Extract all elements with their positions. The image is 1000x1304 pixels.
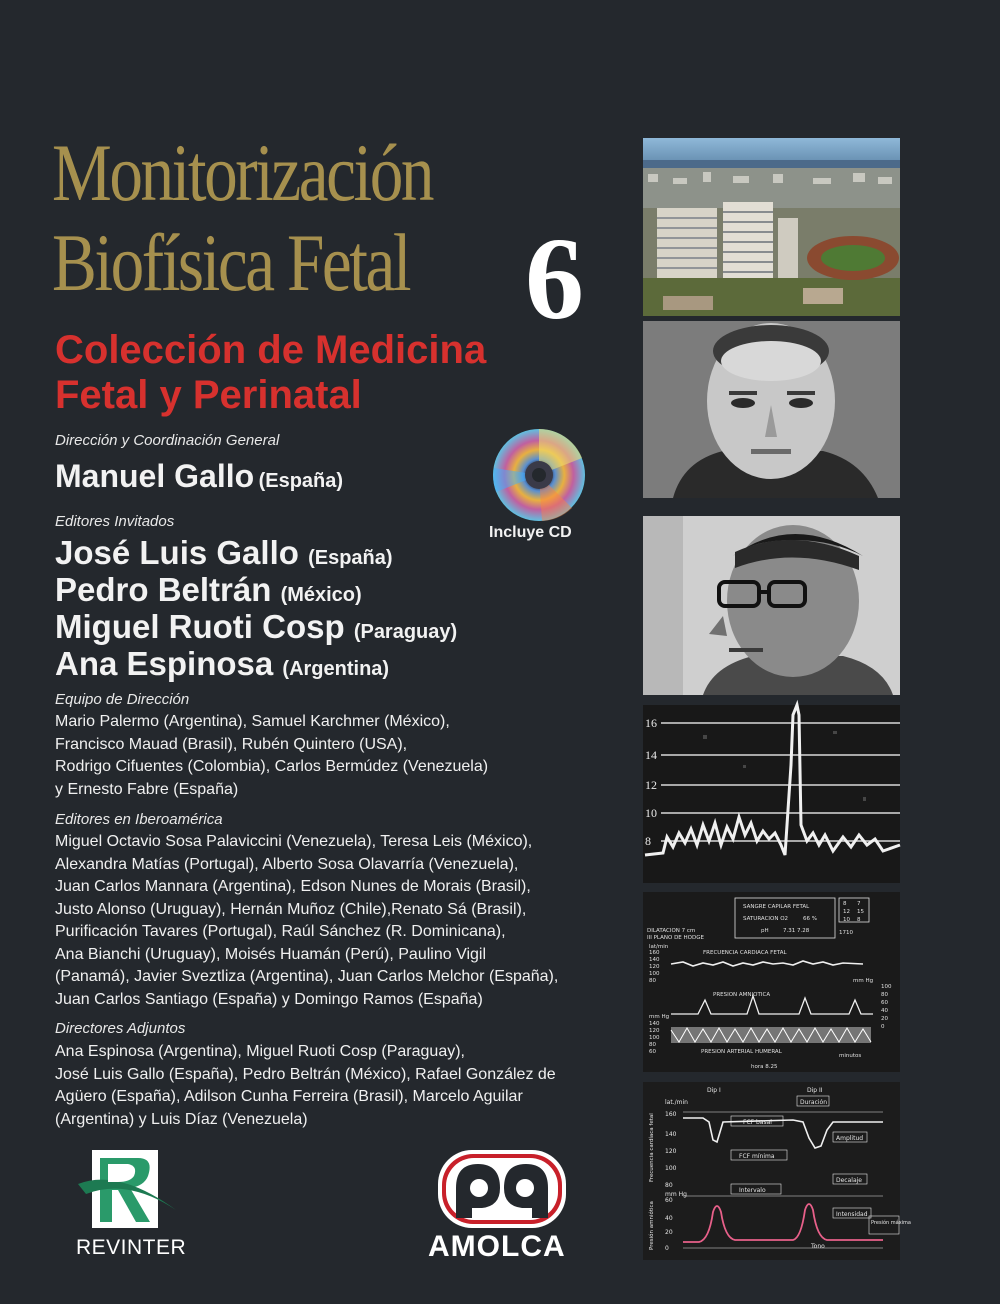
fig3-decalaje: Decalaje — [836, 1177, 862, 1184]
fig2-time-mark: 1710 — [839, 930, 853, 936]
guest-editor: Miguel Ruoti Cosp (Paraguay) — [55, 608, 458, 645]
fig2-hora: hora 8.25 — [751, 1064, 778, 1070]
fig2-ph: pH — [761, 928, 769, 934]
director-name: Manuel Gallo — [55, 458, 255, 494]
fig2-lat-min: lat/min — [649, 944, 669, 950]
fig2-y: 100 — [649, 971, 660, 977]
fig2-y: 100 — [881, 984, 892, 990]
fig2-fcf: FRECUENCIA CARDIACA FETAL — [703, 950, 787, 956]
team-label: Equipo de Dirección — [55, 691, 190, 708]
title-line-2: Biofísica Fetal — [52, 217, 410, 308]
fig2-ph-vals: 7.31 7.28 — [783, 928, 810, 934]
fig2-sat-val: 66 % — [803, 916, 817, 922]
fig3-y: 20 — [665, 1229, 673, 1236]
guest-editor: Pedro Beltrán (México) — [55, 571, 362, 608]
fig2-y: 80 — [649, 978, 656, 984]
fig2-presion-amn: PRESION AMNIOTICA — [713, 992, 771, 998]
fig2-box-title: SANGRE CAPILAR FETAL — [743, 904, 810, 910]
amolca-logo-icon — [436, 1148, 568, 1230]
fig3-y: 60 — [665, 1197, 673, 1204]
fig2-grid-val: 8 — [843, 901, 847, 907]
trace-tick: 10 — [645, 806, 657, 820]
fig3-fcf-basal: FCF basal — [743, 1119, 772, 1126]
ibero-list: Miguel Octavio Sosa Palaviccini (Venezuela), Teresa Leis (México), Alexandra Matías (Portugal), Alberto Sosa Olavarría (Venezuela), Juan Carlos Mannara (Argentina), Edson Nunes de Morais (Brasil), Justo Alonso (Uruguay), Hernán Muñoz (Chile),Renato Sá (Brasil), Purificación Tavares (Portugal), Raúl Sánchez (R. Dominicana), Ana Bianchi (Uruguay), Moisés Huamán (Perú), Paulino Vigil (Panamá), Javier Sveztliza (Argentina), Juan Carlos Melchor (España), Juan Carlos Santiago (España) y Domingo Ramos (España) — [55, 833, 559, 1008]
city-aerial-photo — [643, 138, 900, 316]
fig2-y: 60 — [881, 1000, 888, 1006]
guest-editors-label: Editores Invitados — [55, 513, 175, 530]
fig2-plano: III PLANO DE HODGE — [647, 935, 704, 941]
fig3-y: 160 — [665, 1111, 677, 1118]
fig2-y: 160 — [649, 950, 660, 956]
adjuntos-label: Directores Adjuntos — [55, 1020, 186, 1037]
dip-diagram — [643, 1082, 911, 1260]
fig2-grid-val: 10 — [843, 917, 850, 923]
fig3-y: 40 — [665, 1215, 673, 1222]
direction-credit — [55, 458, 343, 495]
fig2-dilatacion: DILATACION 7 cm — [647, 928, 696, 934]
fig3-y: 80 — [665, 1182, 673, 1189]
fig3-amplitud: Amplitud — [836, 1135, 864, 1142]
portrait-photo-2 — [643, 516, 900, 695]
volume-number: 6 — [525, 213, 584, 344]
guest-editors-list — [55, 536, 457, 680]
fig2-y: 80 — [649, 1042, 656, 1048]
fig3-fcf-minima: FCF mínima — [739, 1153, 775, 1160]
fig2-grid-val: 12 — [843, 909, 850, 915]
fig2-minutos: minutos — [839, 1053, 862, 1059]
revinter-logo-icon — [78, 1148, 178, 1234]
fig3-intervalo: Intervalo — [739, 1187, 766, 1194]
fig2-grid-val: 15 — [857, 909, 864, 915]
fig2-grid-val: 7 — [857, 901, 861, 907]
fig3-axis-label-1: Frecuencia cardíaca fetal — [649, 1113, 655, 1182]
fig3-intensidad: Intensidad — [836, 1211, 868, 1218]
adjuntos-list: Ana Espinosa (Argentina), Miguel Ruoti Cosp (Paraguay), José Luis Gallo (España), Pedro Beltrán (México), Rafael González de Agüero (España), Adilson Cunha Ferreira (Brasil), Marcelo Aguilar (Argentina) y Luis Díaz (Venezuela) — [55, 1043, 556, 1128]
guest-editor: Ana Espinosa (Argentina) — [55, 645, 390, 682]
subtitle-line-1: Colección de Medicina — [55, 328, 487, 372]
fig2-mm-hg: mm Hg — [853, 978, 874, 984]
fig3-dip2: Dip II — [807, 1087, 823, 1094]
cd-label: Incluye CD — [489, 524, 572, 541]
fig2-saturation: SATURACION O2 — [743, 916, 789, 922]
fig2-y: 80 — [881, 992, 888, 998]
revinter-wordmark: REVINTER — [76, 1236, 187, 1259]
director-country: (España) — [258, 470, 344, 492]
fig2-y: 100 — [649, 1035, 660, 1041]
fig2-y: 140 — [649, 1021, 660, 1027]
fig3-duracion: Duración — [800, 1099, 828, 1106]
guest-editor: José Luis Gallo (España) — [55, 534, 393, 571]
fig3-presion-max: Presión máxima — [871, 1220, 911, 1226]
fig2-y: 140 — [649, 957, 660, 963]
trace-tick: 12 — [645, 778, 657, 792]
subtitle-line-2: Fetal y Perinatal — [55, 373, 362, 417]
fig3-mm-hg: mm Hg — [665, 1191, 687, 1198]
direction-label: Dirección y Coordinación General — [55, 432, 280, 449]
fig3-y: 0 — [665, 1245, 669, 1252]
fig2-presion-art: PRESION ARTERIAL HUMERAL — [701, 1049, 782, 1055]
fig3-y: 100 — [665, 1165, 677, 1172]
title-line-1: Monitorización — [52, 127, 433, 218]
fetal-monitoring-chart — [643, 892, 900, 1072]
fig2-y: 20 — [881, 1016, 888, 1022]
trace-tick: 14 — [645, 748, 657, 762]
fetal-trace-photo — [643, 705, 900, 883]
fig3-axis-label-2: Presión amniótica — [649, 1201, 655, 1250]
fig3-y: 120 — [665, 1148, 677, 1155]
trace-tick: 16 — [645, 716, 657, 730]
fig2-y: 120 — [649, 1028, 660, 1034]
cd-disc-icon — [492, 428, 586, 522]
fig3-y: 140 — [665, 1131, 677, 1138]
fig3-tono: Tono — [811, 1243, 825, 1250]
trace-tick: 8 — [645, 834, 651, 848]
fig2-y: 0 — [881, 1024, 885, 1030]
amolca-wordmark: AMOLCA — [428, 1230, 566, 1263]
fig2-mm-hg-2: mm Hg — [649, 1014, 670, 1020]
fig2-y: 120 — [649, 964, 660, 970]
fig2-y: 40 — [881, 1008, 888, 1014]
fig3-lat-min: lat./min — [665, 1099, 688, 1106]
ibero-label: Editores en Iberoamérica — [55, 811, 223, 828]
fig2-grid-val: 8 — [857, 917, 861, 923]
team-list: Mario Palermo (Argentina), Samuel Karchmer (México), Francisco Mauad (Brasil), Rubén Quintero (USA), Rodrigo Cifuentes (Colombia), Carlos Bermúdez (Venezuela) y Ernesto Fabre (España) — [55, 713, 489, 798]
fig3-dip1: Dip I — [707, 1087, 721, 1094]
fig2-y: 60 — [649, 1049, 656, 1055]
portrait-photo-1 — [643, 321, 900, 498]
